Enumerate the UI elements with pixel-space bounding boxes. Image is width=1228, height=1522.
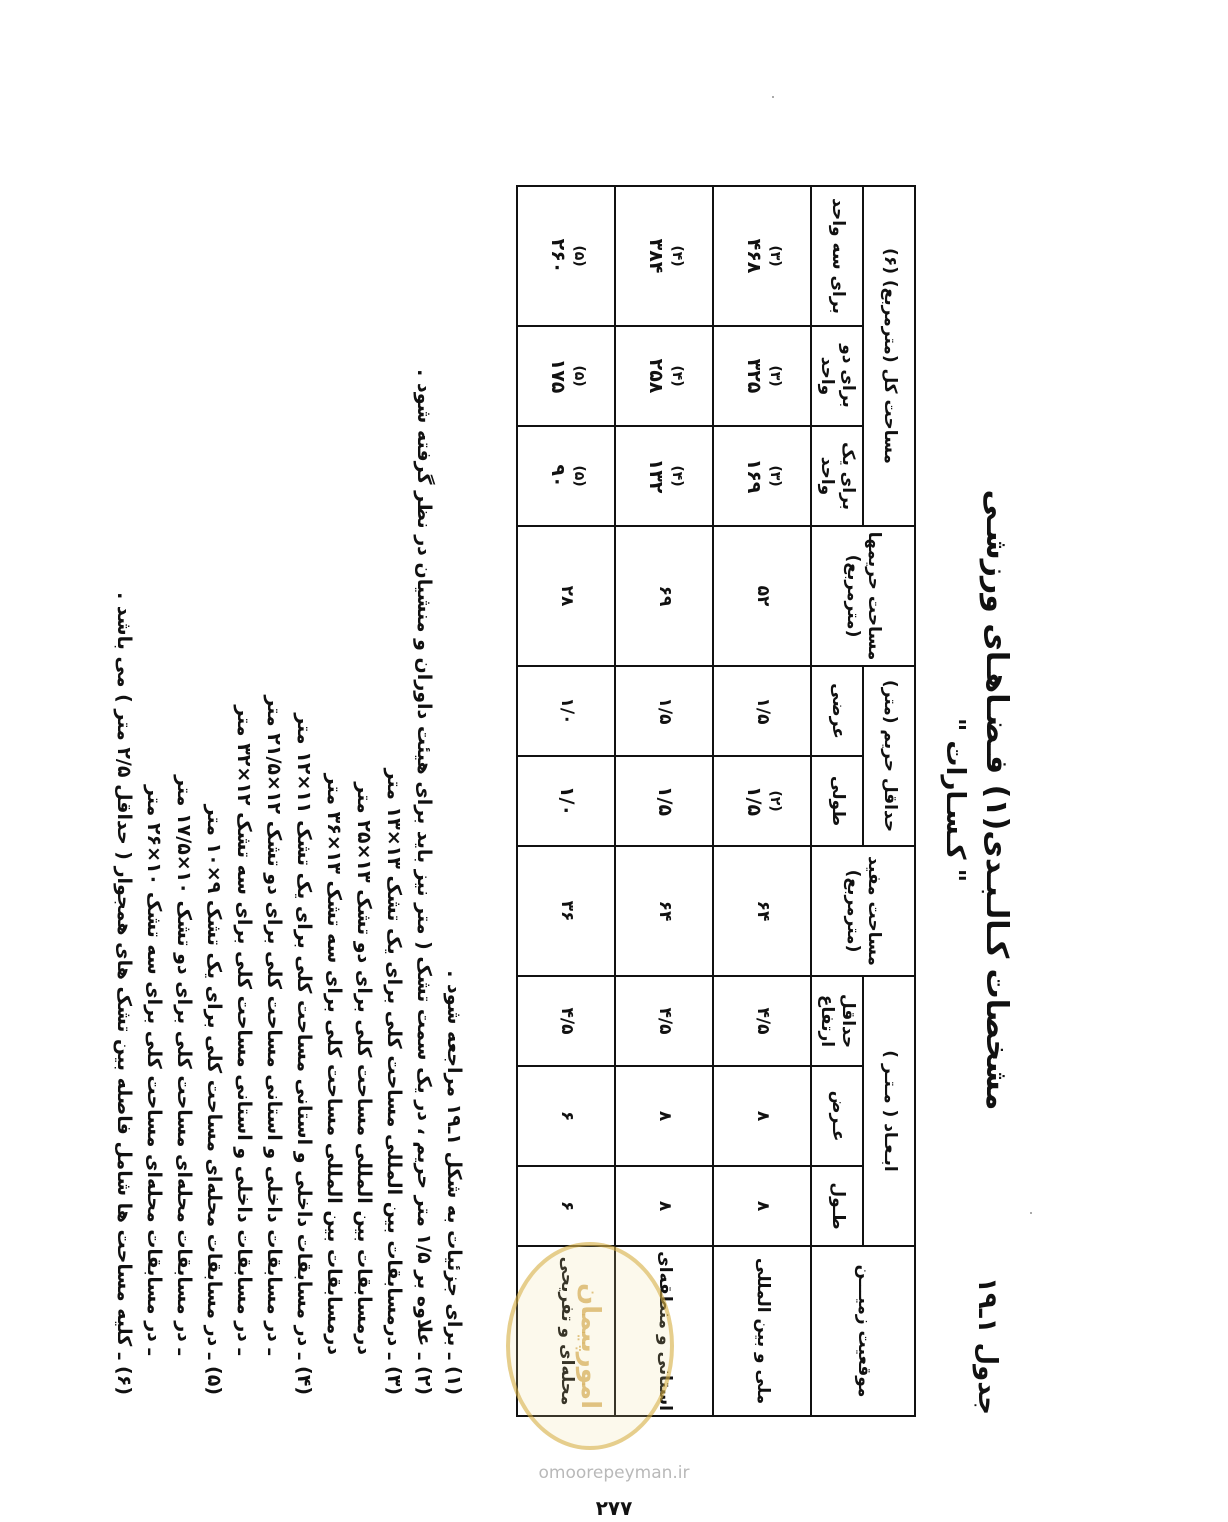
cell-width: ۶ <box>517 1066 615 1166</box>
cell-one-unit <box>517 426 615 526</box>
table-row <box>517 186 615 1416</box>
cell-three-units <box>713 186 811 326</box>
footnote: (۲) ـ علاوه بر ۱/۵ متر حریم ، در یک سمت تشک ( متر نیز باید برای هیئت داوران و منشیان در نظر گرفته شود . <box>413 369 435 1395</box>
footnote: (۳) ـ درمسابقات بین المللی مساحت کلی برای یک تشک ۱۳×۱۳ متر <box>383 768 405 1395</box>
footnote: ـ در مسابقات داخلی و استانی مساحت کلی برای دو تشک ۱۲×۲۱/۵ متر <box>263 695 285 1355</box>
header-row <box>863 186 915 1416</box>
cell-length: ۸ <box>713 1166 811 1246</box>
cell-three-units <box>615 186 713 326</box>
cell-value: ۲۵۸ <box>645 358 668 394</box>
footnote-marker: (۳) <box>766 365 783 387</box>
cell-buffer-length <box>713 756 811 846</box>
header-buffer-length: طولی <box>811 756 863 846</box>
footnote: (۶) ـ کلیه مساحت ها شامل فاصله بین تشک های همجوار ( حداقل ۲/۵ متر ) می باشد . <box>113 592 135 1395</box>
cell-useful-area: ۳۶ <box>517 846 615 976</box>
cell-value: ۳۲۵ <box>743 358 766 394</box>
rotated-page-content <box>113 185 1014 1415</box>
page-title: مشخصات کـالـبـدی(۱) فـضـاهـای ورزشـی <box>979 489 1014 1111</box>
cell-value: ۱/۵ <box>743 785 766 817</box>
footnote: (۱) ـ برای جزئیات به شکل ۱ـ۱۹ مراجعه شود . <box>443 970 465 1395</box>
table-row <box>615 186 713 1416</box>
scan-speck <box>772 96 774 98</box>
cell-width: ۸ <box>615 1066 713 1166</box>
header-three-units: برای سه واحد <box>811 186 863 326</box>
footnotes <box>109 205 469 1395</box>
site-watermark: omoorepeyman.ir <box>538 1463 690 1483</box>
footnote: (۴) ـ در مسابقات داخلی و استانی مساحت کلی برای یک تشک ۱۱×۱۲ متر <box>293 713 315 1395</box>
header-dimensions: ابـعـاد ( مـتـر ) <box>863 976 915 1246</box>
cell-value: ۱/۰ <box>555 785 578 817</box>
cell-buffer-area: ۶۹ <box>615 526 713 666</box>
cell-buffer-area: ۵۲ <box>713 526 811 666</box>
cell-two-units <box>517 326 615 426</box>
header-useful-area: مساحت مفید (مترمربع) <box>811 846 915 976</box>
footnote-marker: (۵) <box>570 245 587 267</box>
footnote-marker: (۴) <box>668 245 685 267</box>
footnote-marker: (۲) <box>766 790 783 812</box>
cell-value: ۴۶۸ <box>743 238 766 274</box>
cell-value: ۱۳۲ <box>645 458 668 494</box>
footnote: ـ در مسابقات محله‌ای مساحت کلی برای دو تشک ۱۰×۱۷/۵ متر <box>173 775 195 1355</box>
watermark-seal <box>506 1242 674 1450</box>
header-min-height: حداقل ارتفاع <box>811 976 863 1066</box>
cell-two-units <box>615 326 713 426</box>
header-one-unit: برای یک واحد <box>811 426 863 526</box>
specs-table <box>516 185 916 1417</box>
cell-buffer-length <box>615 756 713 846</box>
table-caption: جدول ۱ـ۱۹ <box>972 1276 1002 1415</box>
header-subrow <box>811 186 863 1416</box>
cell-one-unit <box>615 426 713 526</box>
footnote-marker: (۳) <box>766 245 783 267</box>
cell-width: ۸ <box>713 1066 811 1166</box>
cell-min-height: ۴/۵ <box>615 976 713 1066</box>
cell-value: ۳۸۴ <box>645 238 668 274</box>
footnote: (۵) ـ در مسابقات محله‌ای مساحت کلی برای یک تشک ۹×۱۰ متر <box>203 804 225 1395</box>
cell-location: استانی و منطقه‌ای <box>615 1246 713 1416</box>
header-min-buffer: حداقل حریم (متر) <box>863 666 915 846</box>
cell-three-units <box>517 186 615 326</box>
header-two-units: برای دو واحد <box>811 326 863 426</box>
cell-value: ۱۶۹ <box>743 458 766 494</box>
footnote-marker: (۴) <box>668 365 685 387</box>
cell-buffer-area: ۲۸ <box>517 526 615 666</box>
cell-one-unit <box>713 426 811 526</box>
cell-value: ۲۶۰ <box>547 238 570 274</box>
cell-buffer-width: ۱/۰ <box>517 666 615 756</box>
cell-buffer-length <box>517 756 615 846</box>
cell-useful-area: ۶۴ <box>615 846 713 976</box>
cell-length: ۶ <box>517 1166 615 1246</box>
footnote: ـ در مسابقات محله‌ای مساحت کلی برای سه تشک ۱۰×۲۶ متر <box>143 784 165 1355</box>
header-width: عـرض <box>811 1066 863 1166</box>
cell-buffer-width: ۱/۵ <box>713 666 811 756</box>
header-buffer-area: مساحت حریمها (مترمربع) <box>811 526 915 666</box>
cell-location: محله‌ای و تفریحی <box>517 1246 615 1416</box>
cell-min-height: ۴/۵ <box>713 976 811 1066</box>
cell-two-units <box>713 326 811 426</box>
header-buffer-width: عرضی <box>811 666 863 756</box>
cell-value: ۹۰ <box>547 464 570 488</box>
table-row <box>713 186 811 1416</box>
scan-speck <box>1030 1212 1032 1214</box>
cell-min-height: ۴/۵ <box>517 976 615 1066</box>
header-length: طـول <box>811 1166 863 1246</box>
cell-value: ۱/۵ <box>653 785 676 817</box>
page-subtitle: " کـسـارات " <box>940 717 970 883</box>
footnote: ـ در مسابقات داخلی و استانی مساحت کلی برای سه تشک ۱۲×۳۲ متر <box>233 705 255 1355</box>
footnote-marker: (۳) <box>766 465 783 487</box>
cell-length: ۸ <box>615 1166 713 1246</box>
cell-location: ملی و بین المللی <box>713 1246 811 1416</box>
footnote: درمسابقات بین المللی مساحت کلی برای دو تشک ۱۳×۲۵ متر <box>353 782 375 1355</box>
watermark-text: امورپیمان <box>574 1282 605 1410</box>
cell-buffer-width: ۱/۵ <box>615 666 713 756</box>
footnote-marker: (۵) <box>570 465 587 487</box>
page-number: ۲۷۷ <box>595 1496 633 1520</box>
header-total-area: مساحت کل (مترمربع) (۶) <box>863 186 915 526</box>
footnote: درمسابقات بین المللی مساحت کلی برای سه تشک ۱۳×۳۶ متر <box>323 773 345 1355</box>
cell-value: ۱۷۵ <box>547 358 570 394</box>
footnote-marker: (۴) <box>668 465 685 487</box>
footnote-marker: (۵) <box>570 365 587 387</box>
cell-useful-area: ۶۴ <box>713 846 811 976</box>
header-location: موقعیت زمیـــن <box>811 1246 915 1416</box>
